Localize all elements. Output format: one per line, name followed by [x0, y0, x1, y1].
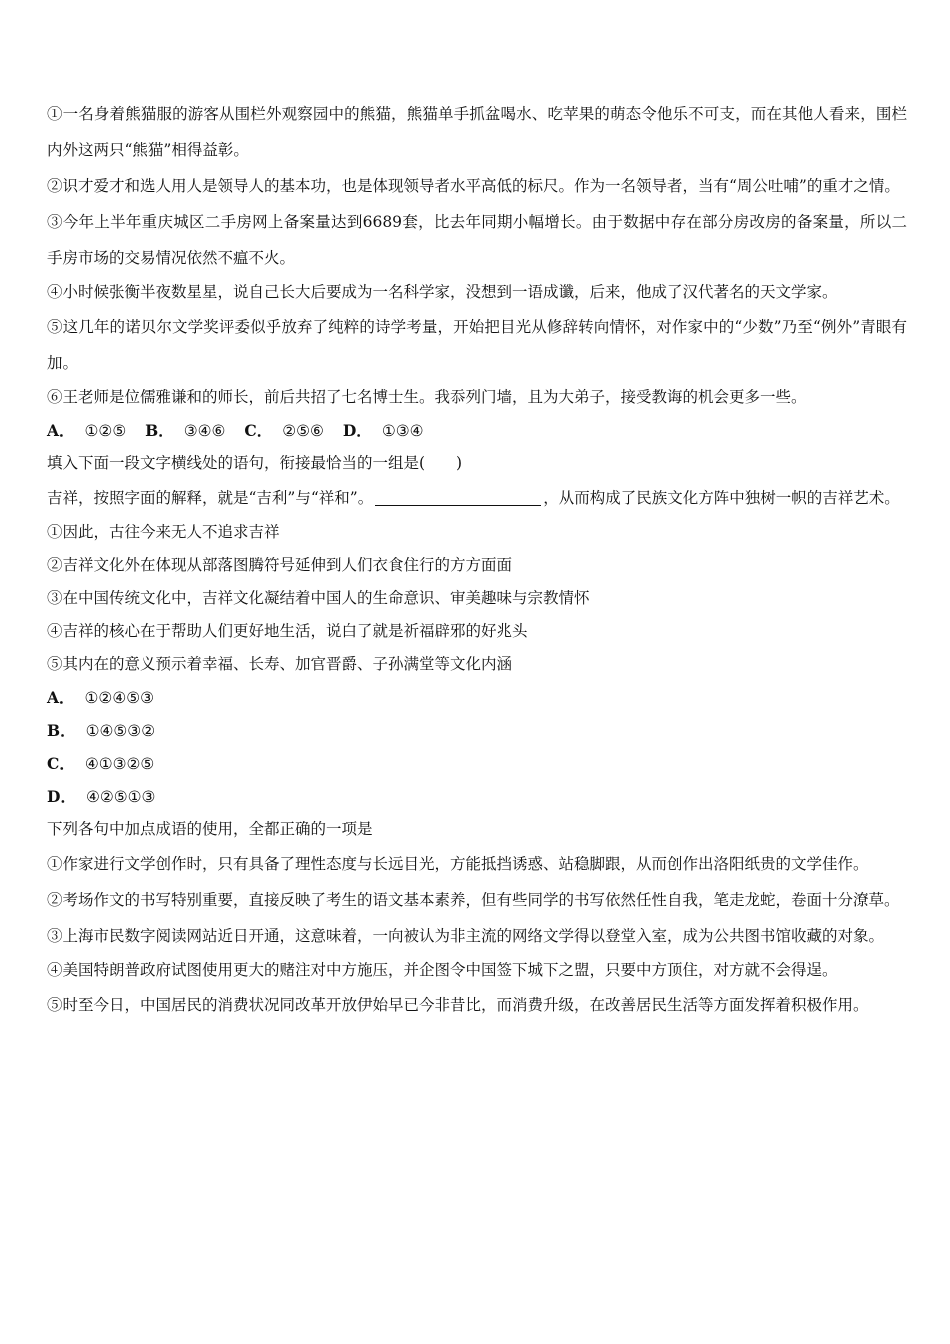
q1-item-2: ②识才爱才和选人用人是领导人的基本功，也是体现领导者水平高低的标尺。作为一名领导者，当有“周公吐哺”的重才之情。 — [47, 177, 900, 195]
q1-option-a: A． ①②⑤ — [47, 421, 127, 440]
document-page — [47, 96, 907, 1023]
q2-option-a: A． ①②④⑤③ — [47, 688, 155, 707]
q1-item-6: ⑥王老师是位儒雅谦和的师长，前后共招了七名博士生。我忝列门墙，且为大弟子，接受教诲的机会更多一些。 — [47, 388, 807, 406]
q2-passage-before: 吉祥，按照字面的解释，就是“吉利”与“祥和”。 — [47, 489, 374, 507]
q3-item-2: ②考场作文的书写特别重要，直接反映了考生的语文基本素养，但有些同学的书写依然任性自我，笔走龙蛇，卷面十分潦草。 — [47, 891, 900, 909]
q2-item-5: ⑤其内在的意义预示着幸福、长寿、加官晋爵、子孙满堂等文化内涵 — [47, 655, 513, 673]
q2-item-3: ③在中国传统文化中，吉祥文化凝结着中国人的生命意识、审美趣味与宗教情怀 — [47, 589, 590, 607]
answer-blank — [375, 489, 541, 506]
q1-item-3: ③今年上半年重庆城区二手房网上备案量达到6689套，比去年同期小幅增长。由于数据中存在部分房改房的备案量，所以二手房市场的交易情况依然不瘟不火。 — [47, 213, 907, 267]
q2-option-d: D． ④②⑤①③ — [47, 787, 156, 806]
q2-passage — [47, 480, 907, 516]
q3-item-4: ④美国特朗普政府试图使用更大的赌注对中方施压，并企图令中国签下城下之盟，只要中方顶住，对方就不会得逞。 — [47, 961, 838, 979]
q3-stem: 下列各句中加点成语的使用，全都正确的一项是 — [47, 820, 373, 838]
q1-option-d: D． ①③④ — [342, 421, 424, 440]
q3-item-5: ⑤时至今日，中国居民的消费状况同改革开放伊始早已今非昔比，而消费升级，在改善居民生活等方面发挥着积极作用。 — [47, 996, 869, 1014]
q1-item-1: ①一名身着熊猫服的游客从围栏外观察园中的熊猫，熊猫单手抓盆喝水、吃苹果的萌态令他乐不可支，而在其他人看来，围栏内外这两只“熊猫”相得益彰。 — [47, 105, 907, 159]
q3-item-3: ③上海市民数字阅读网站近日开通，这意味着，一向被认为非主流的网络文学得以登堂入室，成为公共图书馆收藏的对象。 — [47, 927, 885, 945]
q2-passage-after: ，从而构成了民族文化方阵中独树一帜的吉祥艺术。 — [543, 489, 900, 507]
q2-option-b: B． ①④⑤③② — [47, 721, 156, 740]
q2-stem: 填入下面一段文字横线处的语句，衔接最恰当的一组是( ) — [47, 454, 463, 472]
q1-option-c: C． ②⑤⑥ — [244, 421, 324, 440]
q1-item-5: ⑤这几年的诺贝尔文学奖评委似乎放弃了纯粹的诗学考量，开始把目光从修辞转向情怀，对作家中的“少数”乃至“例外”青眼有加。 — [47, 318, 907, 372]
q2-item-2: ②吉祥文化外在体现从部落图腾符号延伸到人们衣食住行的方方面面 — [47, 556, 513, 574]
q2-item-4: ④吉祥的核心在于帮助人们更好地生活，说白了就是祈福辟邪的好兆头 — [47, 622, 528, 640]
q1-option-b: B． ③④⑥ — [145, 421, 226, 440]
q1-options — [47, 414, 907, 447]
q3-item-1: ①作家进行文学创作时，只有具备了理性态度与长远目光，方能抵挡诱惑、站稳脚跟，从而创作出洛阳纸贵的文学佳作。 — [47, 855, 869, 873]
q2-option-c: C． ④①③②⑤ — [47, 754, 155, 773]
q2-item-1: ①因此，古往今来无人不追求吉祥 — [47, 523, 280, 541]
q1-item-4: ④小时候张衡半夜数星星，说自己长大后要成为一名科学家，没想到一语成谶，后来，他成了汉代著名的天文学家。 — [47, 283, 838, 301]
